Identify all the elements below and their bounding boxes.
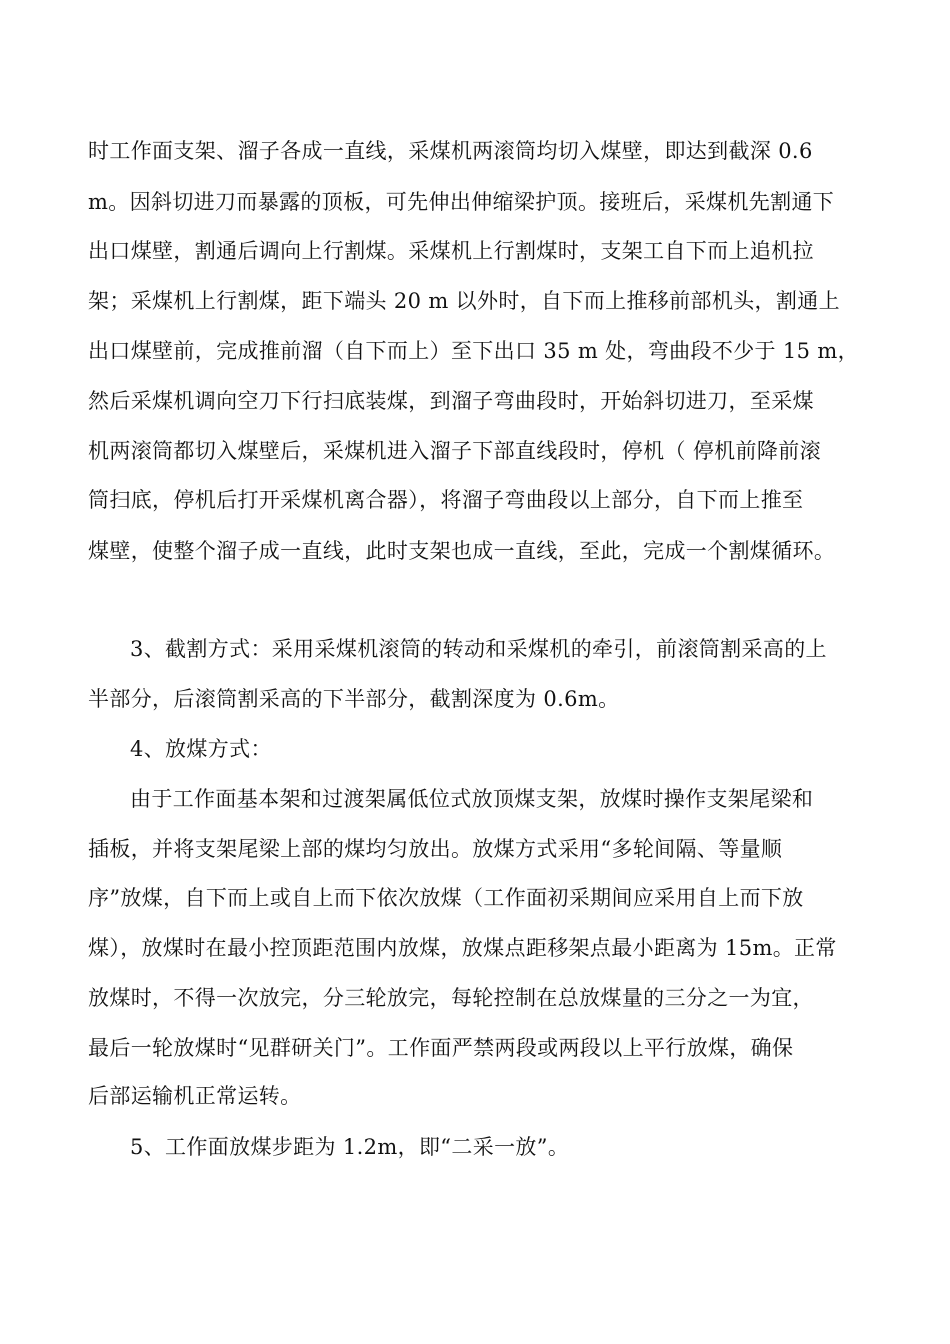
text-line: m。因斜切进刀而暴露的顶板，可先伸出伸缩梁护顶。接班后，采煤机先割通下 bbox=[88, 190, 835, 214]
text-line: 插板，并将支架尾梁上部的煤均匀放出。放煤方式采用“多轮间隔、等量顺 bbox=[88, 837, 783, 861]
section-heading-coal-drawing: 4、放煤方式： bbox=[130, 737, 272, 761]
text-line: 3、截割方式：采用采煤机滚筒的转动和采煤机的牵引，前滚筒割采高的上 bbox=[130, 637, 827, 661]
text-line: 架；采煤机上行割煤，距下端头 20 m 以外时，自下而上推移前部机头，割通上 bbox=[88, 289, 840, 313]
text-line: 出口煤壁前，完成推前溜（自下而上）至下出口 35 m 处，弯曲段不少于 15 m， bbox=[88, 339, 859, 363]
text-line: 半部分，后滚筒割采高的下半部分，截割深度为 0.6m。 bbox=[88, 687, 620, 711]
text-line: 时工作面支架、溜子各成一直线，采煤机两滚筒均切入煤壁，即达到截深 0.6 bbox=[88, 139, 813, 163]
text-line: 后部运输机正常运转。 bbox=[88, 1084, 302, 1108]
text-line: 放煤时，不得一次放完，分三轮放完，每轮控制在总放煤量的三分之一为宜， bbox=[88, 986, 814, 1010]
text-line: 机两滚筒都切入煤壁后，采煤机进入溜子下部直线段时，停机（ 停机前降前滚 bbox=[88, 439, 821, 463]
text-line: 煤壁，使整个溜子成一直线，此时支架也成一直线，至此，完成一个割煤循环。 bbox=[88, 539, 836, 563]
section-drawing-interval: 5、工作面放煤步距为 1.2m，即“二采一放”。 bbox=[130, 1135, 570, 1159]
text-line: 出口煤壁，割通后调向上行割煤。采煤机上行割煤时，支架工自下而上追机拉 bbox=[88, 239, 814, 263]
text-line: 序”放煤，自下而上或自上而下依次放煤（工作面初采期间应采用自上而下放 bbox=[88, 886, 804, 910]
text-line: 筒扫底，停机后打开采煤机离合器），将溜子弯曲段以上部分，自下而上推至 bbox=[88, 488, 804, 512]
text-line: 煤），放煤时在最小控顶距范围内放煤，放煤点距移架点最小距离为 15m。正常 bbox=[88, 936, 837, 960]
text-line: 由于工作面基本架和过渡架属低位式放顶煤支架，放煤时操作支架尾梁和 bbox=[130, 787, 814, 811]
text-line: 然后采煤机调向空刀下行扫底装煤，到溜子弯曲段时，开始斜切进刀，至采煤 bbox=[88, 389, 814, 413]
text-line: 最后一轮放煤时“见群研关门”。工作面严禁两段或两段以上平行放煤，确保 bbox=[88, 1036, 794, 1060]
